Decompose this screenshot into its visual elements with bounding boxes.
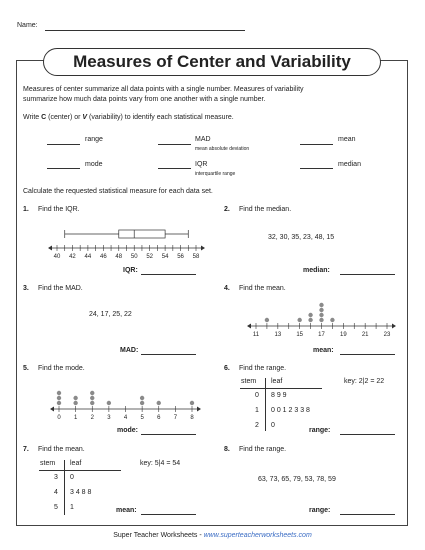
dotplot-5-dot bbox=[107, 401, 111, 405]
measure-label-iqr: IQR bbox=[195, 161, 208, 168]
intro-line-1: Measures of center summarize all data points with a single number. Measures of variability bbox=[23, 86, 304, 93]
range-answer-label-8: range: bbox=[309, 507, 331, 514]
problem-8-data: 63, 73, 65, 79, 53, 78, 59 bbox=[258, 476, 336, 483]
stem-6-2: 2 bbox=[255, 422, 259, 429]
measure-label-mode: mode bbox=[85, 161, 103, 168]
dotplot-4-tick-label: 23 bbox=[383, 332, 391, 338]
stem-6-1: 1 bbox=[255, 407, 259, 414]
dotplot-5-dot bbox=[57, 391, 61, 395]
range-answer-field-8[interactable] bbox=[340, 514, 395, 515]
stem-7-0: 3 bbox=[54, 474, 58, 481]
measure-label-median: median bbox=[338, 161, 361, 168]
dotplot-4-tick-label: 21 bbox=[361, 332, 369, 338]
problem-7-number: 7. bbox=[23, 446, 29, 453]
intro-line-2: summarize how much data points vary from one another with a single number. bbox=[23, 96, 266, 103]
boxplot-tick-label: 54 bbox=[161, 254, 169, 260]
measure-sub-mad: mean absolute deviation bbox=[195, 146, 250, 152]
dotplot-5-tick-label: 3 bbox=[107, 415, 111, 421]
dotplot-5-dot bbox=[90, 401, 94, 405]
leaf-header-7: leaf bbox=[70, 460, 82, 467]
boxplot-tick-label: 52 bbox=[146, 254, 154, 260]
leaf-header-6: leaf bbox=[271, 378, 283, 385]
dotplot-5-tick-label: 1 bbox=[73, 415, 78, 421]
dotplot-5-dot bbox=[57, 401, 61, 405]
mode-answer-label: mode: bbox=[117, 427, 138, 434]
problem-4-number: 4. bbox=[224, 285, 230, 292]
dotplot-5-arrow-left bbox=[50, 407, 54, 412]
boxplot-tick-label: 44 bbox=[84, 254, 92, 260]
stem-leaf-divider-6 bbox=[265, 378, 266, 431]
dotplot-5-tick-label: 0 bbox=[57, 415, 61, 421]
dotplot-5-tick-label: 8 bbox=[190, 415, 194, 421]
problem-2-data: 32, 30, 35, 23, 48, 15 bbox=[268, 234, 335, 241]
leaf-6-0: 8 9 9 bbox=[271, 392, 287, 399]
range-answer-label-6: range: bbox=[309, 427, 331, 434]
measure-label-range: range bbox=[85, 136, 103, 143]
mode-answer-field[interactable] bbox=[141, 434, 196, 435]
dotplot-5-dot bbox=[73, 401, 77, 405]
stem-leaf-rule-6 bbox=[240, 388, 322, 389]
dotplot-5-tick-label: 5 bbox=[140, 415, 144, 421]
key-7: key: 5|4 = 54 bbox=[140, 460, 181, 467]
mean-answer-label-7: mean: bbox=[116, 507, 137, 514]
dotplot-5-dot bbox=[57, 396, 61, 400]
median-answer-label: median: bbox=[303, 267, 330, 274]
dotplot-4-tick-label: 11 bbox=[252, 332, 260, 338]
footer bbox=[0, 532, 425, 539]
stem-header-6: stem bbox=[241, 378, 257, 385]
calc-intro: Calculate the requested statistical measure for each data set. bbox=[23, 188, 213, 195]
mean-answer-field-7[interactable] bbox=[141, 514, 196, 515]
problem-3-data: 24, 17, 25, 22 bbox=[89, 311, 132, 318]
dotplot-5-dot bbox=[190, 401, 194, 405]
iqr-answer-label: IQR: bbox=[123, 267, 138, 274]
measure-sub-iqr: interquartile range bbox=[195, 171, 236, 177]
problem-8-text: Find the range. bbox=[239, 446, 287, 453]
instruction-part: Write bbox=[23, 114, 42, 121]
leaf-7-2: 1 bbox=[70, 504, 74, 511]
stem-leaf-rule-7 bbox=[39, 470, 121, 471]
problem-3-text: Find the MAD. bbox=[38, 285, 83, 292]
dotplot-5-dot bbox=[140, 401, 144, 405]
instruction-part: (center) or bbox=[46, 114, 83, 121]
dotplot-4-tick-label: 17 bbox=[318, 332, 325, 338]
problem-5-number: 5. bbox=[23, 365, 29, 372]
dotplot-4-tick-label: 13 bbox=[274, 332, 282, 338]
center-letter: C bbox=[41, 114, 47, 121]
range-answer-field-6[interactable] bbox=[340, 434, 395, 435]
boxplot-tick-label: 50 bbox=[130, 254, 138, 260]
problem-4-text: Find the mean. bbox=[239, 285, 286, 292]
boxplot-tick-label: 56 bbox=[177, 254, 184, 260]
problem-1-number: 1. bbox=[23, 206, 29, 213]
stem-leaf-divider-7 bbox=[64, 460, 65, 515]
dotplot-5-tick-label: 2 bbox=[90, 415, 94, 421]
dotplot-5-tick-label: 7 bbox=[173, 415, 178, 421]
boxplot-tick-label: 40 bbox=[53, 254, 61, 260]
key-6: key: 2|2 = 22 bbox=[344, 378, 385, 385]
dotplot-4-tick-label: 15 bbox=[296, 332, 304, 338]
problem-1-text: Find the IQR. bbox=[38, 206, 80, 213]
dotplot-5-tick-label: 6 bbox=[157, 415, 161, 421]
leaf-6-2: 0 bbox=[271, 422, 275, 429]
problem-2-text: Find the median. bbox=[239, 206, 292, 213]
problem-6-text: Find the range. bbox=[239, 365, 287, 372]
problem-8-number: 8. bbox=[224, 446, 230, 453]
problem-3-number: 3. bbox=[23, 285, 29, 292]
problem-6-number: 6. bbox=[224, 365, 230, 372]
dotplot-5-dot bbox=[90, 391, 94, 395]
footer-url[interactable]: www.superteacherworksheets.com bbox=[203, 532, 312, 539]
measure-label-mad: MAD bbox=[195, 136, 211, 143]
mean-answer-label-4: mean: bbox=[313, 347, 334, 354]
dotplot-4-tick-label: 19 bbox=[339, 332, 347, 338]
boxplot-tick-label: 58 bbox=[192, 254, 200, 260]
dotplot-5-arrow-right bbox=[197, 407, 201, 412]
measure-label-mean: mean bbox=[338, 136, 356, 143]
boxplot-tick-label: 46 bbox=[99, 254, 107, 260]
problem-7-text: Find the mean. bbox=[38, 446, 85, 453]
dotplot-5-dot bbox=[157, 401, 161, 405]
dotplot-5-dot bbox=[90, 396, 94, 400]
problem-2-number: 2. bbox=[224, 206, 230, 213]
stem-7-2: 5 bbox=[54, 504, 58, 511]
leaf-6-1: 0 0 1 2 3 3 8 bbox=[271, 407, 310, 414]
stem-7-1: 4 bbox=[54, 489, 58, 496]
dotplot-5-dot bbox=[73, 396, 77, 400]
dotplot-5-dot bbox=[140, 396, 144, 400]
page-title: Measures of Center and Variability bbox=[43, 48, 381, 76]
name-label: Name: bbox=[17, 22, 38, 29]
dotplot-5-tick-label: 4 bbox=[123, 415, 128, 421]
leaf-7-1: 3 4 8 8 bbox=[70, 489, 92, 496]
leaf-7-0: 0 bbox=[70, 474, 74, 481]
boxplot-tick-label: 48 bbox=[115, 254, 123, 260]
instruction-part: (variability) to identify each statistical measure. bbox=[87, 114, 234, 121]
variability-letter: V bbox=[82, 114, 88, 121]
problem-5-text: Find the mode. bbox=[38, 365, 85, 372]
mad-answer-label: MAD: bbox=[120, 347, 139, 354]
footer-brand: Super Teacher Worksheets - bbox=[113, 532, 204, 539]
boxplot-tick-label: 42 bbox=[69, 254, 76, 260]
stem-6-0: 0 bbox=[255, 392, 259, 399]
stem-header-7: stem bbox=[40, 460, 56, 467]
